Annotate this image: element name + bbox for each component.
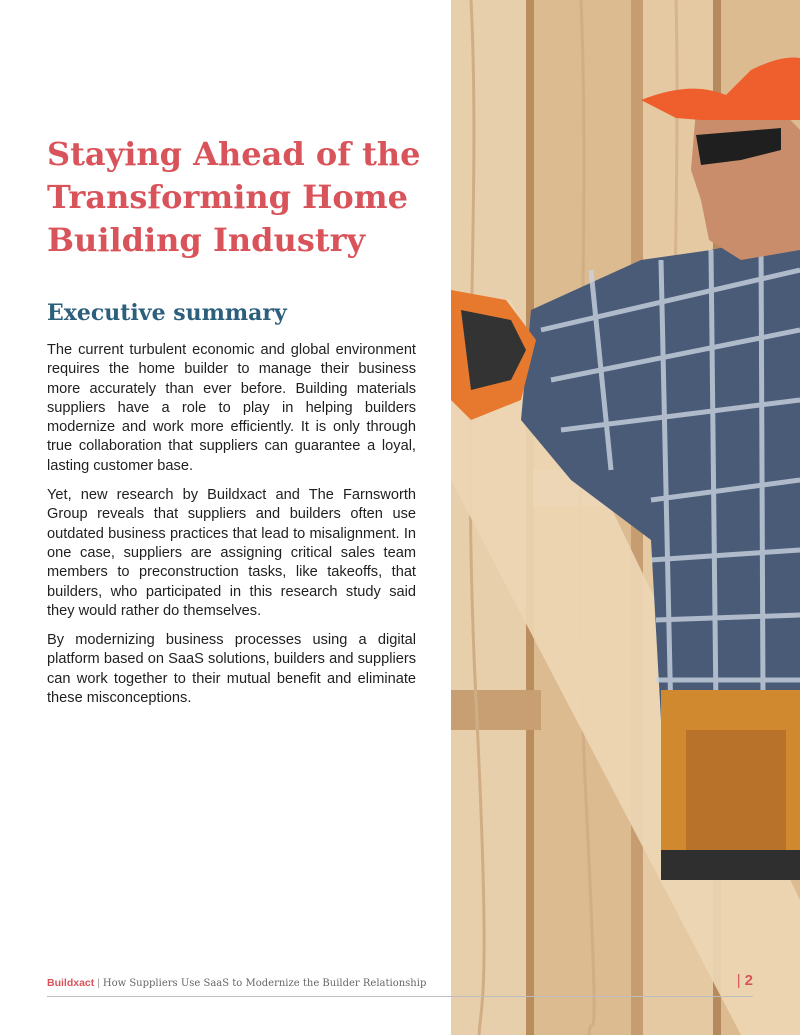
footer-brand: Buildxact bbox=[47, 977, 95, 989]
construction-worker-photo bbox=[451, 0, 800, 1035]
paragraph: Yet, new research by Buildxact and The Farnsworth Group reveals that suppliers and builders often use outdated business practices that lead to misalignment. In one case, suppliers are assigning critical sales team members to preconstruction tasks, like takeoffs, that builders, who participated in this research study said they would rather do themselves. bbox=[47, 487, 416, 619]
body-text bbox=[47, 341, 416, 718]
page-number-value: 2 bbox=[744, 972, 753, 989]
page-number-separator: | bbox=[736, 972, 741, 989]
paragraph: By modernizing business processes using a digital platform based on SaaS solutions, builders and suppliers can work together to their mutual benefit and eliminate these misconceptions. bbox=[47, 632, 416, 707]
photo-illustration bbox=[451, 0, 800, 1035]
page-title: Staying Ahead of the Transforming Home Building Industry bbox=[47, 135, 421, 259]
page-footer bbox=[47, 972, 753, 997]
footer-separator: | bbox=[97, 977, 100, 989]
page-number bbox=[737, 972, 753, 989]
footer-left bbox=[47, 977, 426, 989]
footer-doc-title: How Suppliers Use SaaS to Modernize the Builder Relationship bbox=[102, 978, 427, 989]
paragraph: The current turbulent economic and global environment requires the home builder to manage their business more accurately than ever before. Building materials suppliers have a role to play in helping builders modernize and work more efficiently. It is only through true collaboration that suppliers can guarantee a loyal, lasting customer base. bbox=[47, 342, 416, 474]
section-heading: Executive summary bbox=[47, 300, 287, 326]
